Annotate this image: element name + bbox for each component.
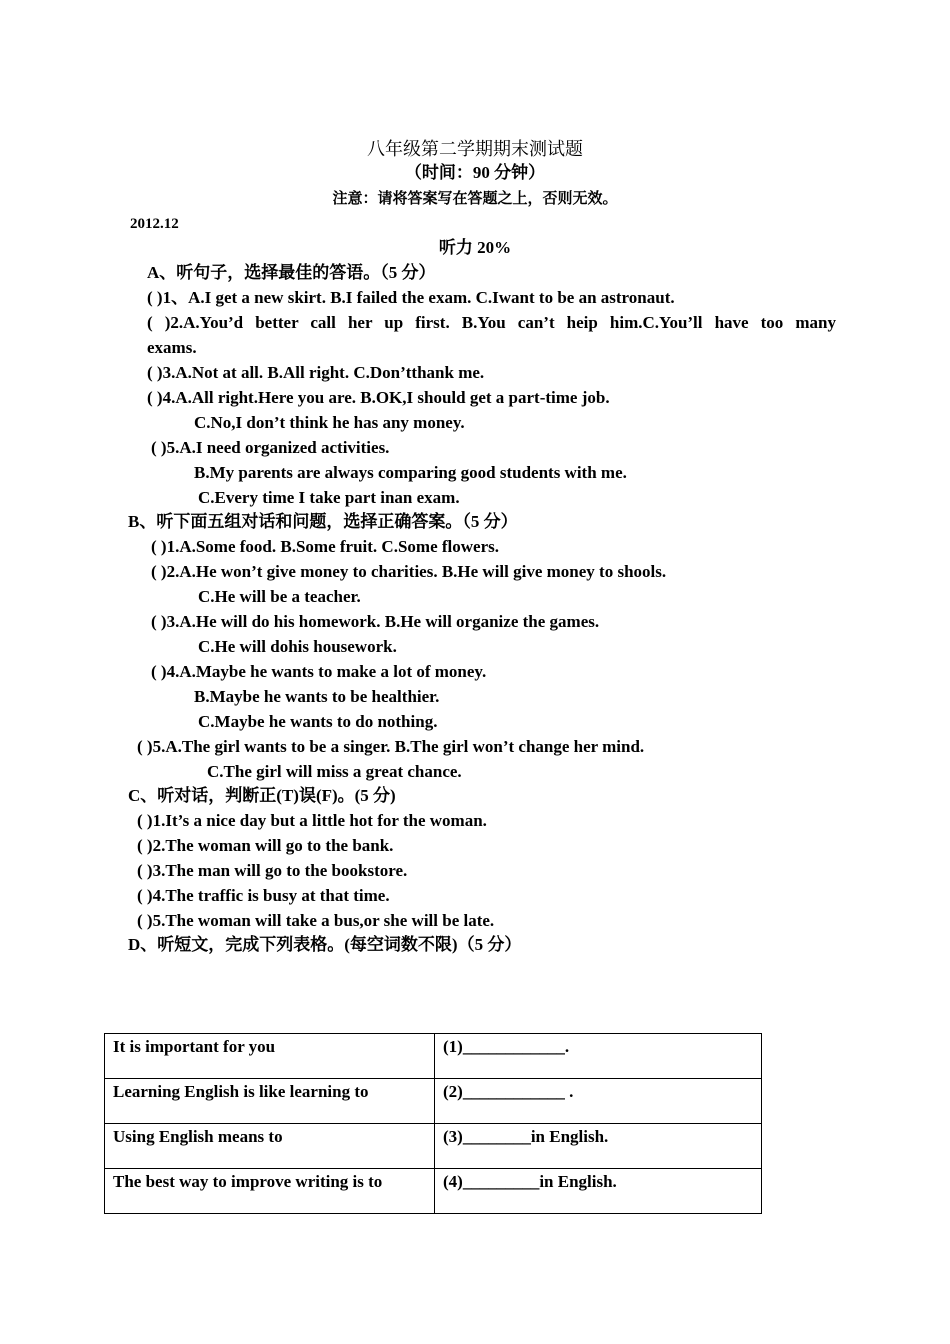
part-a-q4-option-c: C.No,I don’t think he has any money. xyxy=(194,413,465,432)
part-c-q4: ( )4.The traffic is busy at that time. xyxy=(137,886,390,905)
part-b-q1: ( )1.A.Some food. B.Some fruit. C.Some flowers. xyxy=(151,537,499,556)
table-cell-answer-blank: (3)________in English. xyxy=(435,1124,762,1169)
table-row xyxy=(105,1079,762,1124)
part-b-q4-option-b: B.Maybe he wants to be healthier. xyxy=(194,687,440,706)
part-c-q2: ( )2.The woman will go to the bank. xyxy=(137,836,394,855)
part-a-q5-option-c: C.Every time I take part inan exam. xyxy=(198,488,460,507)
table-cell-answer-blank: (1)____________. xyxy=(435,1034,762,1079)
part-b-q4-option-c: C.Maybe he wants to do nothing. xyxy=(198,712,438,731)
part-a-heading: A、听句子，选择最佳的答语。（5 分） xyxy=(147,263,436,282)
table-row xyxy=(105,1169,762,1214)
part-c-heading: C、听对话，判断正(T)误(F)。(5 分) xyxy=(128,786,396,805)
answer-table xyxy=(104,1033,762,1214)
part-b-q2-option-c: C.He will be a teacher. xyxy=(198,587,361,606)
part-c-q3: ( )3.The man will go to the bookstore. xyxy=(137,861,408,880)
part-b-q3-option-c: C.He will dohis housework. xyxy=(198,637,397,656)
exam-title: 八年级第二学期期末测试题 xyxy=(367,139,583,159)
part-c-q5: ( )5.The woman will take a bus,or she will be late. xyxy=(137,911,495,930)
part-a-q4: ( )4.A.All right.Here you are. B.OK,I should get a part-time job. xyxy=(147,388,610,407)
part-b-q5: ( )5.A.The girl wants to be a singer. B.The girl won’t change her mind. xyxy=(137,737,645,756)
part-a-q1: ( )1、A.I get a new skirt. B.I failed the exam. C.Iwant to be an astronaut. xyxy=(147,288,675,307)
part-a-q3: ( )3.A.Not at all. B.All right. C.Don’tthank me. xyxy=(147,363,485,382)
part-b-heading: B、听下面五组对话和问题，选择正确答案。（5 分） xyxy=(128,512,518,531)
part-b-q3: ( )3.A.He will do his homework. B.He will organize the games. xyxy=(151,612,600,631)
part-d-heading: D、听短文，完成下列表格。(每空词数不限)（5 分） xyxy=(128,935,522,954)
table-cell-answer-blank: (2)____________ . xyxy=(435,1079,762,1124)
exam-date: 2012.12 xyxy=(130,216,179,232)
part-a-q5: ( )5.A.I need organized activities. xyxy=(151,438,390,457)
part-b-q4: ( )4.A.Maybe he wants to make a lot of money. xyxy=(151,662,487,681)
section-title: 听力 20% xyxy=(438,238,512,257)
part-b-q2: ( )2.A.He won’t give money to charities. B.He will give money to shools. xyxy=(151,562,667,581)
table-row xyxy=(105,1124,762,1169)
table-cell-prompt: Learning English is like learning to xyxy=(105,1079,435,1124)
table-cell-prompt: It is important for you xyxy=(105,1034,435,1079)
part-a-q2-cont: exams. xyxy=(147,338,197,357)
exam-time: （时间：90 分钟） xyxy=(404,163,546,182)
part-a-q5-option-b: B.My parents are always comparing good students with me. xyxy=(194,463,627,482)
table-cell-prompt: The best way to improve writing is to xyxy=(105,1169,435,1214)
part-a-q2: ( )2.A.You’d better call her up first. B.You can’t heip him.C.You’ll have too many xyxy=(147,313,836,332)
table-cell-prompt: Using English means to xyxy=(105,1124,435,1169)
part-c-q1: ( )1.It’s a nice day but a little hot for the woman. xyxy=(137,811,487,830)
part-b-q5-option-c: C.The girl will miss a great chance. xyxy=(207,762,462,781)
table-row xyxy=(105,1034,762,1079)
table-cell-answer-blank: (4)_________in English. xyxy=(435,1169,762,1214)
exam-notice: 注意：请将答案写在答题之上，否则无效。 xyxy=(332,191,618,207)
